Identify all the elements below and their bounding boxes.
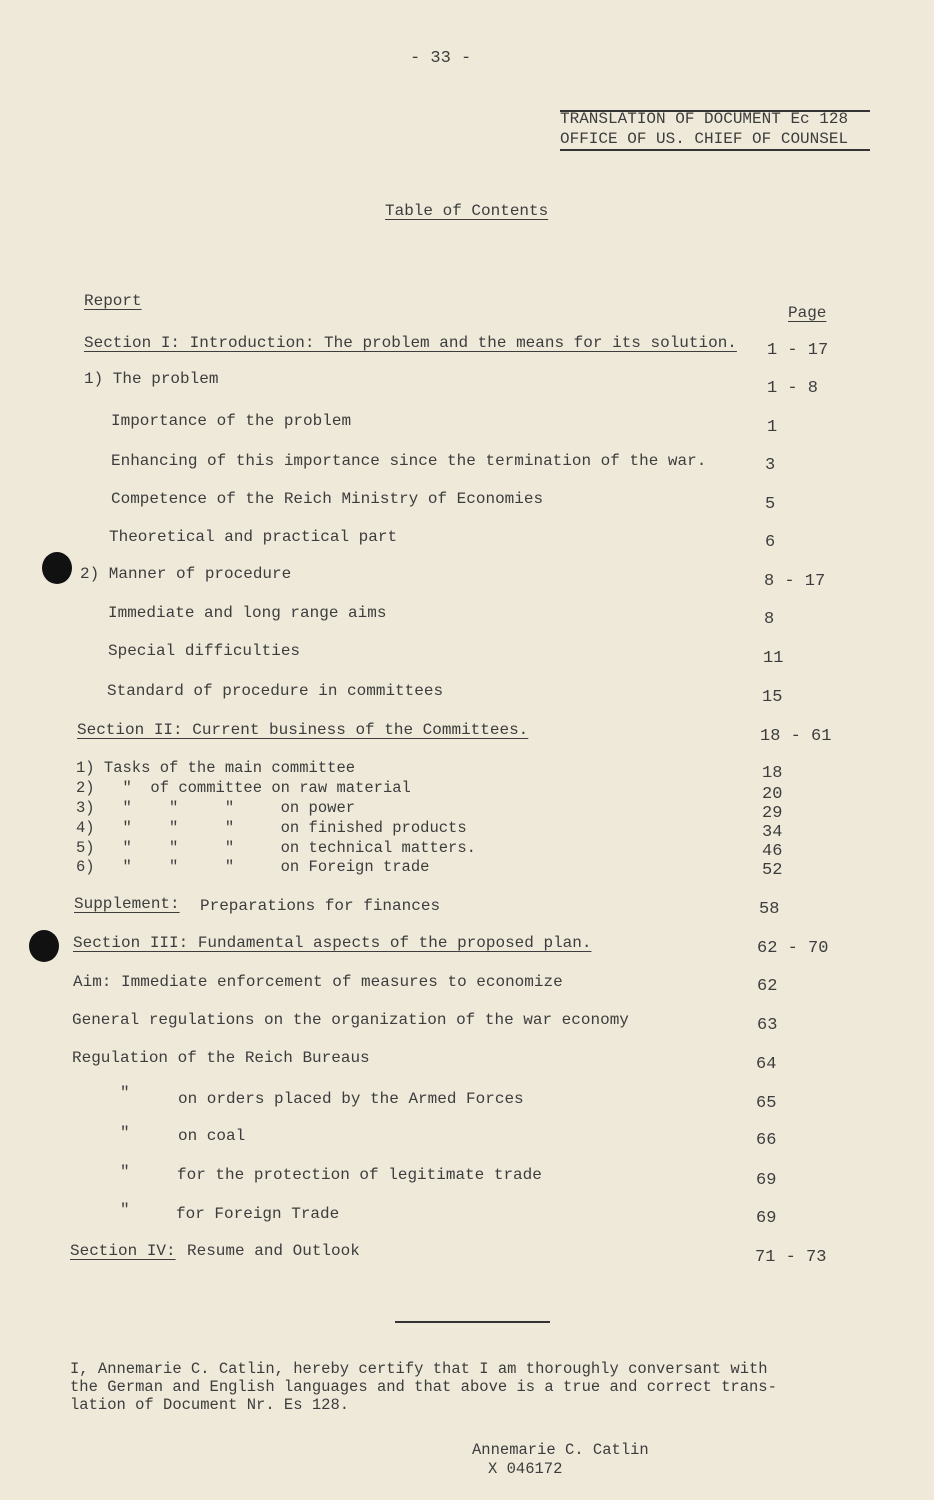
document-title: Table of Contents xyxy=(385,202,549,220)
supplement-text: Preparations for finances xyxy=(200,897,441,915)
toc-page: 1 xyxy=(767,418,778,437)
header-rule-bottom xyxy=(560,149,870,151)
toc-page: 3 xyxy=(765,456,776,475)
ditto-mark: " xyxy=(120,1124,130,1142)
toc-entry: Immediate and long range aims xyxy=(108,604,387,622)
toc-entry: Special difficulties xyxy=(108,642,301,660)
certificate-line: the German and English languages and that above is a true and correct trans- xyxy=(70,1378,777,1396)
committee-entry: 2) " of committee on raw material xyxy=(76,779,411,797)
toc-page: 15 xyxy=(762,688,783,707)
toc-page: 69 xyxy=(756,1171,777,1190)
toc-entry: on coal xyxy=(178,1127,246,1145)
ditto-mark: " xyxy=(120,1084,130,1102)
toc-page: 62 xyxy=(757,977,778,996)
toc-page: 46 xyxy=(762,842,783,861)
toc-section-heading: Section I: Introduction: The problem and the means for its solution. xyxy=(84,334,737,352)
report-label: Report xyxy=(84,292,142,310)
toc-page: 52 xyxy=(762,861,783,880)
toc-entry: General regulations on the organization of the war economy xyxy=(72,1011,629,1029)
toc-page: 11 xyxy=(763,649,784,668)
signature-name: Annemarie C. Catlin xyxy=(472,1441,649,1459)
toc-page: 71 - 73 xyxy=(755,1248,827,1267)
committee-entry: 3) " " " on power xyxy=(76,799,356,817)
committee-entry: 5) " " " on technical matters. xyxy=(76,839,476,857)
toc-page: 1 - 8 xyxy=(767,379,819,398)
committee-entry: 6) " " " on Foreign trade xyxy=(76,858,430,876)
punch-hole xyxy=(29,930,59,962)
toc-page: 66 xyxy=(756,1131,777,1150)
toc-entry: Importance of the problem xyxy=(111,412,352,430)
toc-page: 5 xyxy=(765,495,776,514)
divider xyxy=(395,1321,550,1323)
page-number: - 33 - xyxy=(410,49,472,68)
toc-entry: on orders placed by the Armed Forces xyxy=(178,1090,524,1108)
toc-page: 20 xyxy=(762,785,783,804)
toc-section-heading: Section II: Current business of the Committees. xyxy=(77,721,529,739)
committee-entry: 1) Tasks of the main committee xyxy=(76,759,356,777)
header-line-2: OFFICE OF US. CHIEF OF COUNSEL xyxy=(560,130,849,148)
toc-entry: for Foreign Trade xyxy=(176,1205,340,1223)
toc-page: 18 - 61 xyxy=(760,727,832,746)
page-label: Page xyxy=(788,304,827,322)
signature-id: X 046172 xyxy=(488,1460,563,1478)
certificate-line: I, Annemarie C. Catlin, hereby certify that I am thoroughly conversant with xyxy=(70,1360,768,1378)
header-line-1: TRANSLATION OF DOCUMENT Ec 128 xyxy=(560,110,849,128)
toc-entry: Regulation of the Reich Bureaus xyxy=(72,1049,370,1067)
toc-page: 34 xyxy=(762,823,783,842)
toc-section-heading: Section III: Fundamental aspects of the proposed plan. xyxy=(73,934,592,952)
toc-entry: 1) The problem xyxy=(84,370,219,388)
punch-hole xyxy=(42,552,72,584)
supplement-label: Supplement: xyxy=(74,895,180,913)
toc-entry: Theoretical and practical part xyxy=(109,528,398,546)
ditto-mark: " xyxy=(120,1163,130,1181)
toc-entry: Competence of the Reich Ministry of Economies xyxy=(111,490,544,508)
toc-entry: for the protection of legitimate trade xyxy=(177,1166,542,1184)
certificate-line: lation of Document Nr. Es 128. xyxy=(70,1396,350,1414)
toc-page: 65 xyxy=(756,1094,777,1113)
section4-label: Section IV: xyxy=(70,1242,176,1260)
toc-entry: Standard of procedure in committees xyxy=(107,682,444,700)
toc-entry: 2) Manner of procedure xyxy=(80,565,292,583)
toc-page: 29 xyxy=(762,804,783,823)
toc-page: 63 xyxy=(757,1016,778,1035)
toc-page: 8 xyxy=(764,610,775,629)
committee-entry: 4) " " " on finished products xyxy=(76,819,467,837)
toc-page: 58 xyxy=(759,900,780,919)
toc-page: 6 xyxy=(765,533,776,552)
toc-page: 1 - 17 xyxy=(767,341,829,360)
toc-page: 18 xyxy=(762,764,783,783)
toc-page: 64 xyxy=(756,1055,777,1074)
section4-text: Resume and Outlook xyxy=(187,1242,360,1260)
toc-page: 8 - 17 xyxy=(764,572,826,591)
toc-entry: Enhancing of this importance since the termination of the war. xyxy=(111,452,707,470)
toc-entry: Aim: Immediate enforcement of measures to economize xyxy=(73,973,563,991)
toc-page: 69 xyxy=(756,1209,777,1228)
ditto-mark: " xyxy=(120,1201,130,1219)
toc-page: 62 - 70 xyxy=(757,939,829,958)
